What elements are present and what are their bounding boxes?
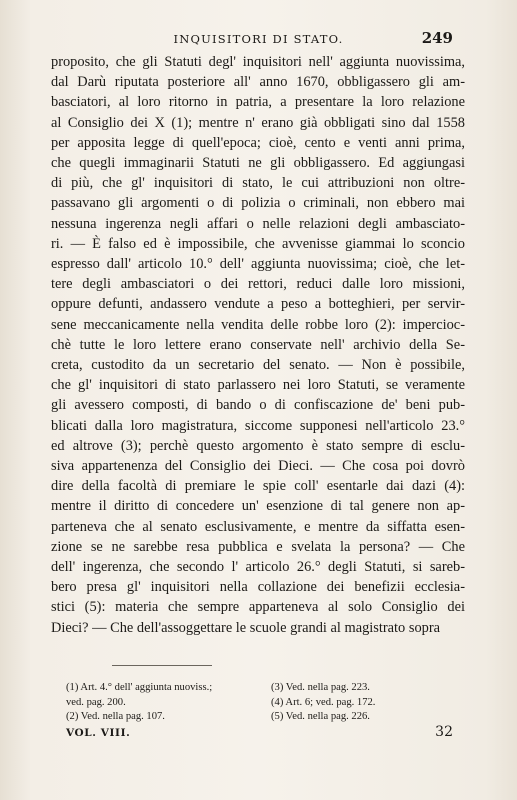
text-line: Dieci? — Che dell'assoggettare le scuole grandi al magistrato sopra: [51, 619, 441, 636]
footnote-line: (1) Art. 4.° dell' aggiunta nuoviss.;: [66, 682, 213, 693]
page-number: 249: [421, 29, 453, 47]
text-line: bero presa gl' inquisitori nella collazione dei benefizii ecclesia-: [51, 579, 465, 596]
footnote-line: (3) Ved. nella pag. 223.: [271, 682, 370, 693]
text-line: dell' ingerenza, che secondo l' articolo 26.° degli Statuti, si sareb-: [51, 559, 465, 576]
text-line: stici (5): materia che sempre apparteneva al solo Consiglio dei: [51, 599, 465, 616]
text-line: espresso dall' articolo 10.° dell' aggiunta nuovissima; cioè, che let-: [51, 256, 465, 273]
footnote-line: ved. pag. 200.: [66, 696, 126, 708]
text-line: sene meccanicamente nella vendita delle robbe loro (2): impercioc-: [51, 316, 465, 333]
text-line: chè tutte le loro lettere erano conservate nell' archivio della Se-: [51, 336, 465, 353]
body-text: [51, 52, 465, 638]
footnote-line: (5) Ved. nella pag. 226.: [271, 711, 370, 723]
text-line: passavano gli argomenti o di polizia o criminali, non ebbero mai: [51, 195, 465, 212]
text-line: mentre il diritto di concedere un' esenzione di tal genere non ap-: [51, 498, 465, 515]
text-line: blicati dalla loro magistratura, siccome supponesi nell'articolo 23.°: [51, 417, 465, 434]
footnote-rule: [112, 665, 212, 666]
text-line: dire della facoltà di premiare le spie coll' esentarle dai dazi (4):: [51, 478, 465, 495]
text-line: gli avessero composti, di bando o di confiscazione de' beni pub-: [51, 397, 465, 414]
text-line: nessuna ingerenza negli affari o nelle relazioni degli ambasciato-: [51, 215, 465, 232]
footnotes-left-column: [66, 681, 266, 725]
text-line: oppure defunti, andassero vendute a peso a botteghieri, per servir-: [51, 296, 465, 313]
footnotes-right-column: [271, 681, 431, 725]
page-foot: [66, 726, 453, 744]
text-line: proposito, che gli Statuti degl' inquisitori nell' aggiunta nuovissima,: [51, 54, 465, 70]
volume-label: VOL. VIII.: [66, 727, 131, 739]
text-line: dal Darù riputata posteriore all' anno 1670, obbligassero gli am-: [51, 74, 465, 91]
text-line: ed altrove (3); perchè questo argomento è stato sempre di esclu-: [51, 437, 465, 454]
text-line: ri. — È falso ed è impossibile, che avvenisse giammai lo sconcio: [51, 235, 465, 252]
text-line: parteneva che al senato esclusivamente, e mentre da siffatta esen-: [51, 518, 465, 535]
text-line: che gl' inquisitori di stato parlassero nei loro Statuti, se veramente: [51, 377, 465, 394]
text-line: tere degli ambasciatori o dei rettori, reduci dalle loro missioni,: [51, 276, 465, 293]
text-line: che quegli immaginarii Statuti ne gli obbligassero. Ed aggiungasi: [51, 155, 465, 172]
text-line: al Consiglio dei X (1); mentre n' erano già obbligati sino dal 1558: [51, 114, 465, 131]
text-line: per apposita legge di quell'epoca; cioè, cento e venti anni prima,: [51, 134, 465, 151]
text-line: zione se ne sarebbe resa pubblica e svelata la persona? — Che: [51, 538, 465, 555]
footnote-line: (2) Ved. nella pag. 107.: [66, 711, 165, 723]
signature-mark: 32: [435, 724, 453, 740]
text-line: basciatori, al loro ritorno in patria, a presentare la loro relazione: [51, 94, 465, 111]
text-line: siva appartenenza del Consiglio dei Dieci. — Che cosa poi dovrò: [51, 458, 465, 475]
running-title: INQUISITORI DI STATO.: [173, 32, 344, 46]
footnote-line: (4) Art. 6; ved. pag. 172.: [271, 696, 376, 708]
running-head: [0, 30, 517, 50]
text-line: di più, che gl' inquisitori di stato, le cui attribuzioni non oltre-: [51, 175, 465, 192]
text-line: creta, custodito da un secretario del senato. — Non è possibile,: [51, 357, 465, 374]
